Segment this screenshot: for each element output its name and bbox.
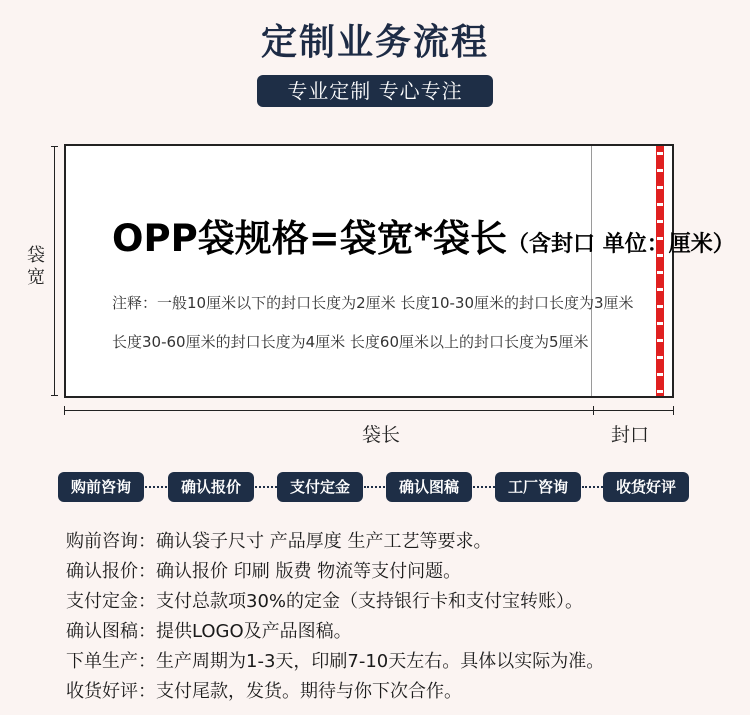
step-factory-consult: 工厂咨询 bbox=[495, 472, 581, 502]
length-dimension-cap-right bbox=[673, 406, 674, 415]
desc-item bbox=[66, 527, 491, 553]
desc-text: 生产周期为1-3天，印刷7-10天左右。具体以实际为准。 bbox=[156, 651, 605, 672]
desc-sep: ： bbox=[138, 531, 156, 552]
desc-sep: ： bbox=[138, 561, 156, 582]
seal-mark bbox=[657, 305, 663, 308]
spec-sub: （含封口 单位：厘米） bbox=[507, 232, 735, 257]
label-bag-width: 袋宽 bbox=[27, 245, 45, 288]
step-connector bbox=[145, 486, 167, 488]
desc-text: 确认袋子尺寸 产品厚度 生产工艺等要求。 bbox=[156, 531, 492, 552]
label-bag-length: 袋长 bbox=[362, 424, 401, 446]
seal-mark bbox=[657, 203, 663, 206]
desc-text: 提供LOGO及产品图稿。 bbox=[156, 621, 352, 642]
desc-sep: ： bbox=[138, 591, 156, 612]
seal-mark bbox=[657, 186, 663, 189]
desc-text: 支付尾款，发货。期待与你下次合作。 bbox=[156, 681, 462, 702]
desc-sep: ： bbox=[138, 651, 156, 672]
seal-strip bbox=[656, 146, 664, 396]
desc-item bbox=[66, 677, 462, 703]
label-seal: 封口 bbox=[611, 424, 650, 446]
width-dimension-cap-bottom bbox=[51, 395, 58, 396]
bag-diagram bbox=[64, 144, 674, 398]
seal-mark bbox=[657, 322, 663, 325]
width-dimension-cap-top bbox=[51, 146, 58, 147]
step-pre-consult: 购前咨询 bbox=[58, 472, 144, 502]
seal-mark bbox=[657, 169, 663, 172]
seal-dimension-cap bbox=[593, 406, 594, 415]
desc-item bbox=[66, 587, 583, 613]
seal-mark bbox=[657, 390, 663, 393]
step-confirm-quote: 确认报价 bbox=[168, 472, 254, 502]
seal-mark bbox=[657, 152, 663, 155]
length-dimension-cap-left bbox=[64, 406, 65, 415]
width-dimension-line bbox=[54, 146, 55, 396]
step-pay-deposit: 支付定金 bbox=[277, 472, 363, 502]
seal-area bbox=[591, 146, 672, 396]
seal-mark bbox=[657, 288, 663, 291]
note-line-1: 注释：一般10厘米以下的封口长度为2厘米 长度10-30厘米的封口长度为3厘米 bbox=[112, 294, 634, 312]
subtitle-badge: 专业定制 专心专注 bbox=[257, 75, 493, 107]
seal-mark bbox=[657, 373, 663, 376]
note-line-2: 长度30-60厘米的封口长度为4厘米 长度60厘米以上的封口长度为5厘米 bbox=[112, 333, 589, 351]
step-connector bbox=[473, 486, 495, 488]
desc-text: 支付总款项30%的定金（支持银行卡和支付宝转账）。 bbox=[156, 591, 584, 612]
desc-key: 购前咨询 bbox=[66, 531, 138, 552]
desc-text: 确认报价 印刷 版费 物流等支付问题。 bbox=[156, 561, 462, 582]
step-confirm-artwork: 确认图稿 bbox=[386, 472, 472, 502]
desc-key: 下单生产 bbox=[66, 651, 138, 672]
desc-sep: ： bbox=[138, 681, 156, 702]
desc-item bbox=[66, 557, 461, 583]
seal-mark bbox=[657, 339, 663, 342]
length-dimension-line bbox=[64, 410, 674, 411]
seal-mark bbox=[657, 271, 663, 274]
step-connector bbox=[582, 486, 603, 488]
spec-formula bbox=[112, 208, 735, 262]
desc-item bbox=[66, 617, 352, 643]
spec-main: OPP袋规格=袋宽*袋长 bbox=[112, 217, 508, 260]
step-review: 收货好评 bbox=[603, 472, 689, 502]
desc-key: 确认图稿 bbox=[66, 621, 138, 642]
desc-key: 确认报价 bbox=[66, 561, 138, 582]
seal-mark bbox=[657, 356, 663, 359]
desc-sep: ： bbox=[138, 621, 156, 642]
desc-key: 收货好评 bbox=[66, 681, 138, 702]
desc-key: 支付定金 bbox=[66, 591, 138, 612]
desc-item bbox=[66, 647, 604, 673]
page-title: 定制业务流程 bbox=[260, 22, 489, 63]
step-connector bbox=[364, 486, 385, 488]
step-connector bbox=[255, 486, 277, 488]
